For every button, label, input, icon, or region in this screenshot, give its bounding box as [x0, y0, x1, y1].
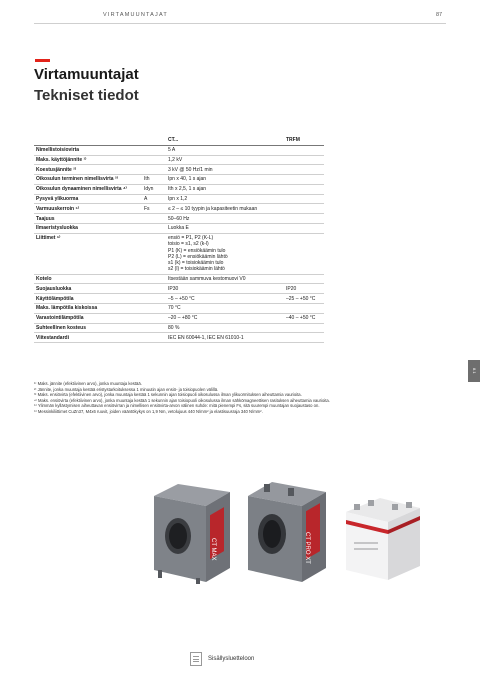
spec-symbol-cell	[142, 294, 166, 304]
spec-name-cell: Varastointilämpötila	[34, 313, 142, 323]
spec-symbol-cell: Ith	[142, 175, 166, 185]
footnote: ⁴⁾ Maks. ensiövirta (efektiivinen arvo), jonka muuntaja kestää 1 sekunnin ajan toisiopuoli oikosulussa ilman sähkömagneettisen rasituksen aiheuttamia vaurioita.	[34, 397, 330, 403]
spec-ct-value-cell: 70 °C	[166, 304, 284, 314]
spec-name-cell: Oikosulun dynaaminen nimellisvirta ⁴⁾	[34, 184, 142, 194]
spec-table-row	[34, 175, 324, 185]
spec-table-row	[34, 333, 324, 343]
spec-ct-value-cell: Ipn x 40, 1 s ajan	[166, 175, 284, 185]
page-number: 87	[436, 12, 443, 18]
spec-ct-value-cell: –20 – +80 °C	[166, 313, 284, 323]
spec-table-row	[34, 313, 324, 323]
spec-ct-value-cell: IP30	[166, 284, 284, 294]
spec-trfm-value-cell	[284, 224, 324, 234]
page-title: Virtamuuntajat	[34, 66, 139, 83]
footnote: ⁵⁾ Ylimmän kyllästymisen aiheuttavan ensiövirran ja nimellisen ensiövirta-arvon välinen suhde: mitä pienempi Fs, sitä suurempi muuntajan suojaustaso on.	[34, 403, 320, 409]
spec-symbol-cell: Idyn	[142, 184, 166, 194]
spec-name-cell: Käyttölämpötila	[34, 294, 142, 304]
spec-table-row	[34, 233, 324, 274]
spec-table-row	[34, 294, 324, 304]
spec-table-row	[34, 284, 324, 294]
spec-table-row	[34, 165, 324, 175]
spec-ct-value-cell: 3 kV @ 50 Hz/1 min	[166, 165, 284, 175]
ct-max-transformer-image	[148, 474, 234, 584]
spec-symbol-cell	[142, 313, 166, 323]
spec-trfm-value-cell	[284, 274, 324, 284]
spec-ct-value-cell: –5 – +50 °C	[166, 294, 284, 304]
spec-name-cell: Maks. lämpötila kiskoissa	[34, 304, 142, 314]
spec-ct-value-cell: Luokka E	[166, 224, 284, 234]
spec-trfm-value-cell: –40 – +50 °C	[284, 313, 324, 323]
spec-trfm-value-cell	[284, 175, 324, 185]
spec-table-row	[34, 224, 324, 234]
spec-trfm-value-cell	[284, 214, 324, 224]
ct-pro-xt-transformer-image	[244, 472, 330, 584]
spec-table-row	[34, 184, 324, 194]
spec-symbol-cell	[142, 165, 166, 175]
page-subtitle: Tekniset tiedot	[34, 87, 139, 104]
spec-name-cell: Oikosulun terminen nimellisvirta ³⁾	[34, 175, 142, 185]
footnote: ³⁾ Maks. ensiövirta (efektiivinen arvo), jonka muuntaja kestää 1 sekunnin ajan toisiopuoli oikosulussa ilman ylikuormituksen aiheuttamia vaurioita.	[34, 392, 302, 398]
spec-ct-value-cell: 50–60 Hz	[166, 214, 284, 224]
spec-ct-value-cell: 80 %	[166, 323, 284, 333]
spec-table-row	[34, 274, 324, 284]
spec-name-cell: Viitestandardi	[34, 333, 142, 343]
spec-symbol-cell: Fs	[142, 204, 166, 214]
spec-table-row	[34, 214, 324, 224]
spec-trfm-value-cell	[284, 155, 324, 165]
ct-max-label: CT MAX	[210, 538, 216, 561]
spec-symbol-cell	[142, 145, 166, 155]
header-divider	[34, 23, 446, 24]
spec-name-cell: Pysyvä ylikuorma	[34, 194, 142, 204]
spec-trfm-value-cell: –25 – +50 °C	[284, 294, 324, 304]
spec-trfm-value-cell	[284, 165, 324, 175]
accent-bar	[35, 59, 50, 62]
spec-table-row	[34, 145, 324, 155]
spec-ct-value-cell: Itsestään sammuva kestomuovi V0	[166, 274, 284, 284]
header-blank-cell	[142, 136, 166, 145]
toc-link-label: Sisällysluetteloon	[208, 656, 255, 662]
section-tab[interactable]: 8.1	[468, 360, 480, 382]
spec-symbol-cell: A	[142, 194, 166, 204]
spec-trfm-value-cell	[284, 323, 324, 333]
spec-table-row	[34, 204, 324, 214]
spec-trfm-value-cell: IP20	[284, 284, 324, 294]
spec-trfm-value-cell	[284, 233, 324, 274]
spec-ct-value-cell: ensiö = P1, P2 (K-L) toisio = s1, s2 (k-l) P1 (K) = ensiökäämin tulo P2 (L) = ensiökäämin lähtö s1 (k) = toisiokäämin tulo s2 (l) = toisiokäämin lähtö	[166, 233, 284, 274]
trfm-transformer-image	[340, 492, 426, 584]
spec-ct-value-cell: 5 A	[166, 145, 284, 155]
spec-symbol-cell	[142, 224, 166, 234]
spec-table-row	[34, 323, 324, 333]
spec-name-cell: Suhteellinen kosteus	[34, 323, 142, 333]
spec-ct-value-cell: Ipn x 1,2	[166, 194, 284, 204]
spec-table-row	[34, 155, 324, 165]
spec-ct-value-cell: ≤ 2 – ≤ 10 tyypin ja kapasiteetin mukaan	[166, 204, 284, 214]
spec-table	[34, 136, 324, 343]
ct-pro-xt-label: CT PRO XT	[304, 532, 310, 564]
spec-symbol-cell	[142, 323, 166, 333]
column-header-ct: CT...	[166, 136, 284, 145]
spec-ct-value-cell: 1,2 kV	[166, 155, 284, 165]
spec-name-cell: Maks. käyttöjännite ¹⁾	[34, 155, 142, 165]
spec-table-header	[34, 136, 324, 145]
column-header-trfm: TRFM	[284, 136, 324, 145]
list-icon	[190, 652, 202, 666]
spec-ct-value-cell: Ith x 2,5, 1 s ajan	[166, 184, 284, 194]
footnote: ⁶⁾ Messinkiliittimet CuZn37, M4x6 ruuvit, joiden vääntökykys on 1,9 Nm, vetolujuus 440 N/mm² ja elastisuusraja 340 N/mm².	[34, 408, 263, 414]
spec-symbol-cell	[142, 304, 166, 314]
footnotes	[34, 381, 454, 415]
spec-symbol-cell	[142, 214, 166, 224]
spec-name-cell: Koestusjännite ²⁾	[34, 165, 142, 175]
spec-name-cell: Varmuuskerroin ⁵⁾	[34, 204, 142, 214]
header-blank-cell	[34, 136, 142, 145]
spec-trfm-value-cell	[284, 204, 324, 214]
spec-symbol-cell	[142, 155, 166, 165]
spec-symbol-cell	[142, 333, 166, 343]
spec-table-row	[34, 194, 324, 204]
table-of-contents-link[interactable]	[190, 652, 254, 666]
spec-name-cell: Taajuus	[34, 214, 142, 224]
spec-name-cell: Nimellistoisiovirta	[34, 145, 142, 155]
spec-trfm-value-cell	[284, 184, 324, 194]
spec-table-row	[34, 304, 324, 314]
spec-trfm-value-cell	[284, 145, 324, 155]
spec-trfm-value-cell	[284, 194, 324, 204]
footnote: ²⁾ Jännite, jonka muuntaja kestää eristystarkoituksessa 1 minuutin ajan ensiö- ja toisiopuolen välillä.	[34, 386, 219, 392]
spec-name-cell: Liittimet ⁶⁾	[34, 233, 142, 274]
spec-symbol-cell	[142, 284, 166, 294]
spec-symbol-cell	[142, 274, 166, 284]
spec-symbol-cell	[142, 233, 166, 274]
footnote: ¹⁾ Maks. jännite (efektiivinen arvo), jonka muuntaja kestää.	[34, 381, 142, 386]
spec-name-cell: Kotelo	[34, 274, 142, 284]
spec-trfm-value-cell	[284, 304, 324, 314]
spec-name-cell: Suojausluokka	[34, 284, 142, 294]
spec-trfm-value-cell	[284, 333, 324, 343]
spec-ct-value-cell: IEC EN 60044-1, IEC EN 61010-1	[166, 333, 284, 343]
header-section-title: VIRTAMUUNTAJAT	[103, 12, 168, 18]
spec-name-cell: Ilmaeristysluokka	[34, 224, 142, 234]
